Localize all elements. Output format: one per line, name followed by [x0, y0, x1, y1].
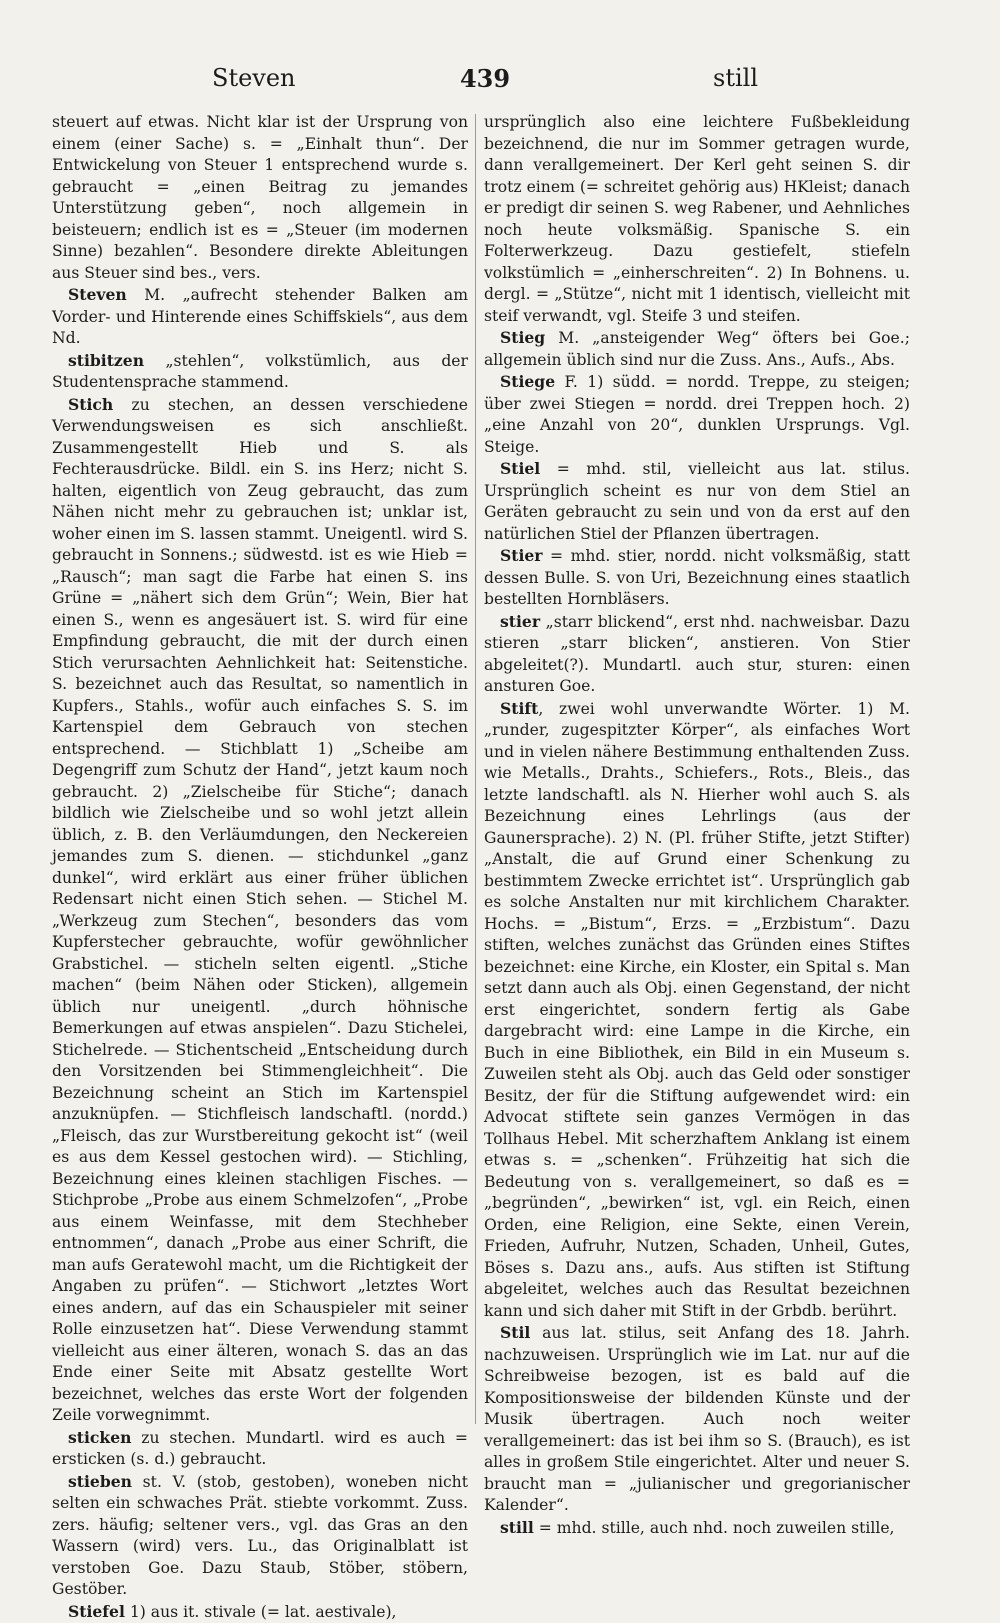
entry: [484, 327, 910, 371]
entry: [52, 1471, 468, 1601]
entry: [52, 394, 468, 1427]
entry-text: ursprünglich also eine leichtere Fußbekleidung bezeichnend, die nur im Sommer getragen wurde, dann verallgemeinert. Der Kerl geht seinen S. dir trotz einem (= schreitet gehörig aus) HKleist; danach er predigt dir seinen S. weg Rabener, und Aehnliches noch heute volksmäßig. Spanische S. ein Folterwerkzeug. Dazu gestiefelt, stiefeln volkstümlich = „einherschreiten“. 2) In Bohnens. u. dergl. = „Stütze“, nicht mit 1 identisch, vielleicht mit steif verwandt, vgl. Steife 3 und steifen.: [484, 113, 910, 325]
entry-text: zu stechen, an dessen verschiedene Verwendungsweisen es sich anschließt. Zusammengestellt Hieb und S. als Fechterausdrücke. Bildl. ein S. ins Herz; nicht S. halten, eigentlich von Zeug gebraucht, das zum Nähen nicht mehr zu gebrauchen ist; unklar ist, woher einen im S. lassen stammt. Uneigentl. wird S. gebraucht in Sonnens.; südwestd. ist es wie Hieb = „Rausch“; man sagt die Farbe hat einen S. ins Grüne = „nähert sich dem Grün“; Wein, Bier hat einen S., wenn es angesäuert ist. S. wird für eine Empfindung gebraucht, die mit der durch einen Stich verursachten Aehnlichkeit hat: Seitenstiche. S. bezeichnet auch das Resultat, so namentlich in Kupfers., Stahls., wofür auch einfaches S. S. im Kartenspiel dem Gebrauch von stechen entsprechend. — Stichblatt 1) „Scheibe am Degengriff zum Schutz der Hand“, jetzt kaum noch gebraucht. 2) „Zielscheibe für Stiche“; danach bildlich wie Zielscheibe und so wohl jetzt allein üblich, z. B. den Verläumdungen, den Neckereien jemandes zum S. dienen. — stichdunkel „ganz dunkel“, wird erklärt aus einer früher üblichen Redensart nicht einen Stich sehen. — Stichel M. „Werkzeug zum Stechen“, besonders das vom Kupferstecher gebrauchte, wofür gewöhnlicher Grabstichel. — sticheln selten eigentl. „Stiche machen“ (beim Nähen oder Sticken), allgemein üblich nur uneigentl. „durch höhnische Bemerkungen auf etwas anspielen“. Dazu Stichelei, Stichelrede. — Stichentscheid „Entscheidung durch den Vorsitzenden bei Stimmengleichheit“. Die Bezeichnung scheint an Stich im Kartenspiel anzuknüpfen. — Stichfleisch landschaftl. (nordd.) „Fleisch, das zur Wurstbereitung gekocht ist“ (weil es aus dem Kessel gestochen wird). — Stichling, Bezeichnung eines kleinen stachligen Fisches. — Stichprobe „Probe aus einem Schmelzofen“, „Probe aus einem Weinfasse, mit dem Stechheber entnommen“, danach „Probe aus einer Schrift, die man aufs Geratewohl macht, um die Richtigkeit der Angaben zu prüfen“. — Stichwort „letztes Wort eines andern, auf das ein Schauspieler mit seiner Rolle einzusetzen hat“. Diese Verwendung stammt vielleicht aus einer älteren, wonach S. das an das Ende einer Seite mit Absatz gestellte Wort bezeichnet, welches das erste Wort der folgenden Zeile vorwegnimmt.: [52, 396, 468, 1425]
entry-text: = mhd. stier, nordd. nicht volksmäßig, statt dessen Bulle. S. von Uri, Bezeichnung eines staatlich bestellten Hornbläsers.: [484, 547, 910, 608]
entry-headword: Steven: [68, 285, 127, 304]
page-number: 439: [452, 64, 518, 93]
entry-headword: Stier: [500, 546, 543, 565]
entry-headword: Stieg: [500, 328, 545, 347]
entry-headword: Stiefel: [68, 1602, 125, 1621]
entry-headword: Stil: [500, 1323, 530, 1342]
entry-text: st. V. (stob, gestoben), woneben nicht selten ein schwaches Prät. stiebte vorkommt. Zuss. zers. häufig; seltener vers., vgl. das Gras an den Wassern (wird) vers. Lu., das Originalblatt ist verstoben Goe. Dazu Staub, Stöber, stöbern, Gestöber.: [52, 1473, 468, 1599]
left-column: [52, 112, 468, 1434]
header-left-catchword: Steven: [212, 64, 296, 92]
entry: [52, 350, 468, 394]
entry-text: F. 1) südd. = nordd. Treppe, zu steigen; über zwei Stiegen = nordd. drei Treppen hoch. 2) „eine Anzahl von 20“, dunklen Ursprungs. Vgl. Steige.: [484, 373, 910, 456]
entry-text: steuert auf etwas. Nicht klar ist der Ursprung von einem (einer Sache) s. = „Einhalt thun“. Der Entwickelung von Steuer 1 entsprechend wurde s. gebraucht = „einen Beitrag zu jemandes Unterstützung geben“, noch allgemein in beisteuern; endlich ist es = „Steuer (im modernen Sinne) bezahlen“. Besondere direkte Ableitungen aus Steuer sind bes., vers.: [52, 113, 468, 282]
entry-text: „stehlen“, volkstümlich, aus der Studentensprache stammend.: [52, 352, 468, 392]
entry-headword: Stiel: [500, 459, 540, 478]
header-right-catchword: still: [713, 64, 758, 92]
entry-headword: Stich: [68, 395, 113, 414]
entry: [52, 284, 468, 350]
column-divider: [475, 114, 476, 1424]
entry-headword: stibitzen: [68, 351, 144, 370]
entry-text: M. „ansteigender Weg“ öfters bei Goe.; allgemein üblich sind nur die Zuss. Ans., Aufs., Abs.: [484, 329, 910, 369]
right-column: [484, 112, 910, 1434]
entry: [484, 458, 910, 545]
entry: [484, 371, 910, 458]
entry-text: , zwei wohl unverwandte Wörter. 1) M. „runder, zugespitzter Körper“, als einfaches Wort und in vielen nähere Bestimmung enthaltenden Zuss. wie Metalls., Drahts., Schiefers., Rots., Bleis., das letzte landschaftl. als N. Hierher wohl auch S. als Bezeichnung eines Lehrlings (aus der Gaunersprache). 2) N. (Pl. früher Stifte, jetzt Stifter) „Anstalt, die auf Grund einer Schenkung zu bestimmtem Zwecke errichtet ist“. Ursprünglich gab es solche Anstalten nur mit kirchlichem Charakter. Hochs. = „Bistum“, Erzs. = „Erzbistum“. Dazu stiften, welches zunächst das Gründen eines Stiftes bezeichnet: eine Kirche, ein Kloster, ein Spital s. Man setzt dann auch als Obj. einen Gegenstand, der nicht erst eingerichtet, sondern fertig als Gabe dargebracht wird: eine Lampe in die Kirche, ein Buch in eine Bibliothek, ein Bild in ein Museum s. Zuweilen steht als Obj. auch das Geld oder sonstiger Besitz, der für die Stiftung aufgewendet wird: ein Advocat stiftete sein ganzes Vermögen in das Tollhaus Hebel. Mit scherzhaftem Anklang ist einem etwas s. = „schenken“. Frühzeitig hat sich die Bedeutung von s. verallgemeinert, so daß es = „begründen“, „bewirken“ ist, vgl. ein Reich, einen Orden, eine Religion, eine Sekte, einen Verein, Frieden, Aufruhr, Nutzen, Schaden, Unheil, Gutes, Böses s. Dazu ans., aufs. Aus stiften ist Stiftung abgeleitet, welches auch das Resultat bezeichnen kann und sich daher mit Stift in der Grbdb. berührt.: [484, 700, 910, 1320]
entry-text: = mhd. stil, vielleicht aus lat. stilus. Ursprünglich scheint es nur von dem Stiel an Geräten gebraucht zu sein und von da erst auf den natürlichen Stiel der Pflanzen übertragen.: [484, 460, 910, 543]
entry-headword: stier: [500, 612, 540, 631]
entry-text: aus lat. stilus, seit Anfang des 18. Jahrh. nachzuweisen. Ursprünglich wie im Lat. nur auf die Schreibweise bezogen, ist es bald auf die Kompositionsweise der bildenden Künste und der Musik übertragen. Auch noch weiter verallgemeinert: das ist bei ihm so S. (Brauch), es ist alles in großem Stile eingerichtet. Alter und neuer S. braucht man = „julianischer und gregorianischer Kalender“.: [484, 1324, 910, 1514]
entry-text: 1) aus it. stivale (= lat. aestivale),: [125, 1603, 397, 1621]
entry: [484, 1322, 910, 1517]
entry-headword: sticken: [68, 1428, 131, 1447]
entry: [484, 545, 910, 611]
entry-headword: Stiege: [500, 372, 555, 391]
entry-text: M. „aufrecht stehender Balken am Vorder- und Hinterende eines Schiffskiels“, aus dem Nd.: [52, 286, 468, 347]
entry-text: zu stechen. Mundartl. wird es auch = ersticken (s. d.) gebraucht.: [52, 1429, 468, 1469]
entry-headword: stieben: [68, 1472, 132, 1491]
running-header: [52, 64, 918, 104]
entry: [484, 112, 910, 327]
entry-headword: still: [500, 1518, 534, 1537]
entry-text: „starr blickend“, erst nhd. nachweisbar. Dazu stieren „starr blicken“, anstieren. Von Stier abgeleitet(?). Mundartl. auch stur, sturen: einen ansturen Goe.: [484, 613, 910, 696]
entry-text: = mhd. stille, auch nhd. noch zuweilen stille,: [534, 1519, 895, 1537]
entry: [484, 1517, 910, 1540]
entry: [52, 1427, 468, 1471]
entry: [484, 698, 910, 1323]
entry: [52, 112, 468, 284]
entry: [484, 611, 910, 698]
entry-headword: Stift: [500, 699, 538, 718]
entry: [52, 1601, 468, 1623]
